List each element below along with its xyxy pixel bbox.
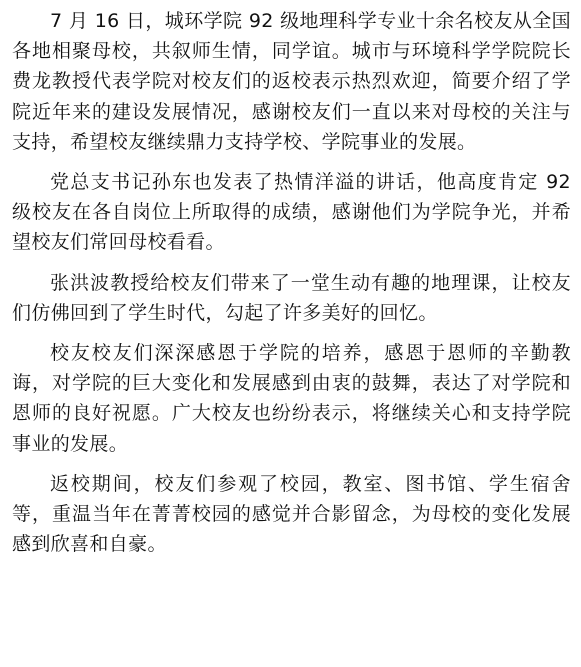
paragraph-1: 7 月 16 日，城环学院 92 级地理科学专业十余名校友从全国各地相聚母校，共叙师生情，同学谊。城市与环境科学学院院长费龙教授代表学院对校友们的返校表示热烈欢迎，简要介绍了学院近年来的建设发展情况，感谢校友们一直以来对母校的关注与支持，希望校友继续鼎力支持学校、学院事业的发展。 <box>12 10 571 153</box>
paragraph-4: 校友校友们深深感恩于学院的培养，感恩于恩师的辛勤教诲，对学院的巨大变化和发展感到由衷的鼓舞，表达了对学院和恩师的良好祝愿。广大校友也纷纷表示，将继续关心和支持学院事业的发展。 <box>12 342 571 455</box>
paragraph-spacer <box>12 157 571 167</box>
paragraph-spacer <box>12 258 571 268</box>
paragraph-2: 党总支书记孙东也发表了热情洋溢的讲话，他高度肯定 92 级校友在各自岗位上所取得的成绩，感谢他们为学院争光，并希望校友们常回母校看看。 <box>12 171 571 254</box>
paragraph-5: 返校期间，校友们参观了校园，教室、图书馆、学生宿舍等，重温当年在菁菁校园的感觉并合影留念，为母校的变化发展感到欣喜和自豪。 <box>12 472 571 556</box>
paragraph-spacer <box>12 459 571 469</box>
paragraph-spacer <box>12 328 571 338</box>
paragraph-3: 张洪波教授给校友们带来了一堂生动有趣的地理课，让校友们仿佛回到了学生时代，勾起了许多美好的回忆。 <box>12 271 571 324</box>
